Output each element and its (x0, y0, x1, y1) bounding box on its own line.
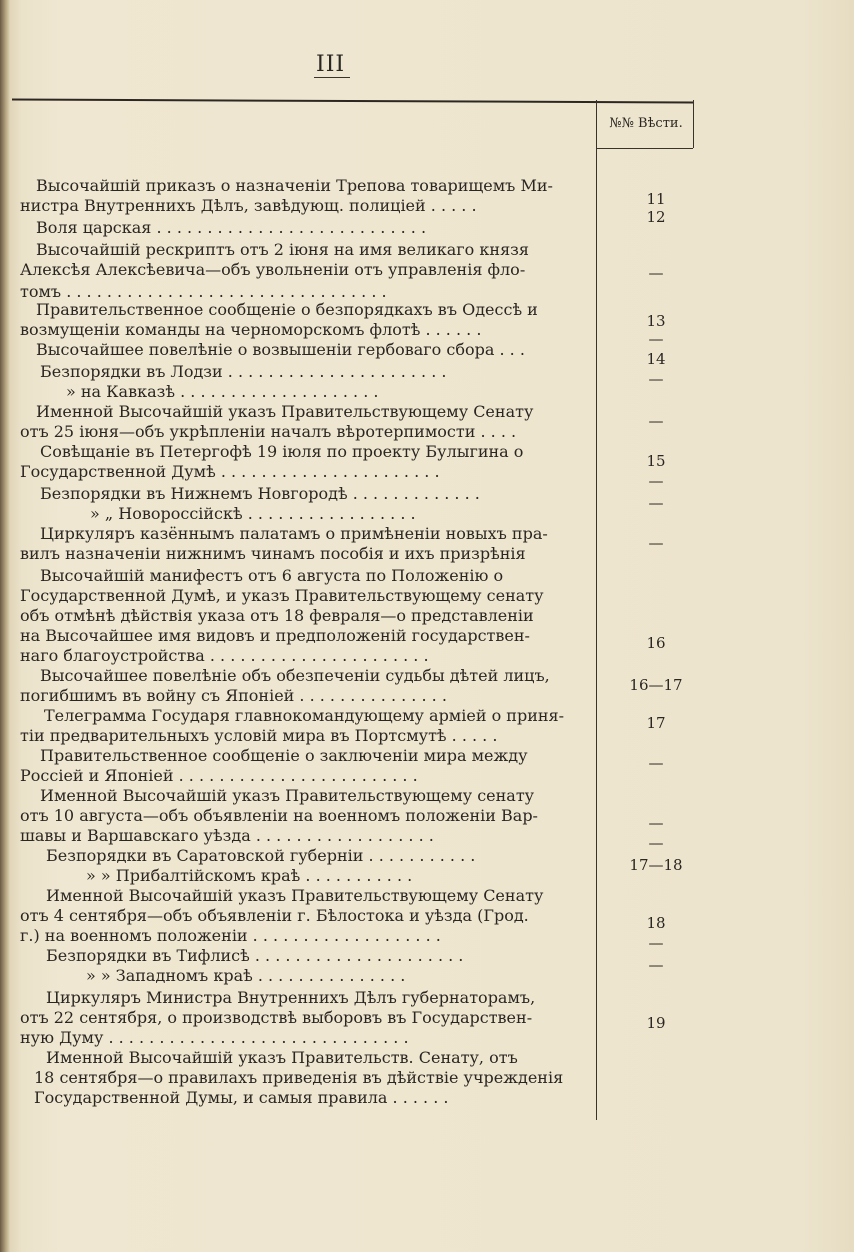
issue-number: — (648, 934, 664, 952)
entry-line: объ отмѣнѣ дѣйствія указа отъ 18 февраля—о представленіи (20, 606, 534, 625)
entry-line: томъ . . . . . . . . . . . . . . . . . . . . . . . . . . . . . . . . (20, 282, 387, 301)
issue-number: — (648, 534, 664, 552)
issue-number: 11 (646, 190, 666, 208)
entry-line: Телеграмма Государя главнокомандующему арміей о приня- (44, 706, 565, 725)
entry-line: Правительственное сообщеніе о заключеніи мира между (40, 746, 528, 765)
page-number-underline (314, 77, 350, 78)
entry-line: Высочайшее повелѣніе о возвышеніи гербоваго сбора . . . (36, 340, 525, 359)
entry-line: Государственной Думы, и самыя правила . . . . . . (34, 1088, 449, 1107)
entry-line: » » Западномъ краѣ . . . . . . . . . . . . . . . (86, 966, 406, 985)
entry-line: на Высочайшее имя видовъ и предположеній государствен- (20, 626, 530, 645)
issue-number: 15 (646, 452, 666, 470)
issue-number: 16—17 (629, 676, 683, 694)
page-number: III (316, 52, 346, 77)
entry-line: » „ Новороссійскѣ . . . . . . . . . . . . . . . . . (90, 504, 416, 523)
header-right-border (693, 100, 694, 148)
issue-number: — (648, 956, 664, 974)
issue-number: 13 (646, 312, 666, 330)
entry-line: отъ 22 сентября, о производствѣ выборовъ въ Государствен- (20, 1008, 533, 1027)
issue-number: — (648, 494, 664, 512)
entry-line: Высочайшій приказъ о назначеніи Трепова товарищемъ Ми- (36, 176, 553, 195)
entry-line: Безпорядки въ Лодзи . . . . . . . . . . . . . . . . . . . . . . (40, 362, 447, 381)
issue-number: — (648, 834, 664, 852)
issue-number: — (648, 370, 664, 388)
entry-line: наго благоустройства . . . . . . . . . . . . . . . . . . . . . . (20, 646, 429, 665)
entry-line: отъ 10 августа—объ объявленіи на военномъ положеніи Вар- (20, 806, 538, 825)
entry-line: Циркуляръ казённымъ палатамъ о примѣненіи новыхъ пра- (40, 524, 548, 543)
entry-line: нистра Внутреннихъ Дѣлъ, завѣдующ. полиціей . . . . . (20, 196, 477, 215)
issue-number: — (648, 264, 664, 282)
entry-line: » на Кавказѣ . . . . . . . . . . . . . . . . . . . . (66, 382, 379, 401)
table-top-rule (12, 99, 694, 104)
entry-line: Россіей и Японіей . . . . . . . . . . . . . . . . . . . . . . . . (20, 766, 418, 785)
entry-line: ную Думу . . . . . . . . . . . . . . . . . . . . . . . . . . . . . . (20, 1028, 409, 1047)
issue-number: — (648, 814, 664, 832)
entry-line: возмущеніи команды на черноморскомъ флотѣ . . . . . . (20, 320, 482, 339)
issue-number: — (648, 412, 664, 430)
entry-line: Высочайшій рескриптъ отъ 2 іюня на имя великаго князя (36, 240, 529, 259)
issue-number: 18 (646, 914, 666, 932)
entry-line: Безпорядки въ Саратовской губерніи . . . . . . . . . . . (46, 846, 476, 865)
issue-number: 16 (646, 634, 666, 652)
issue-number: 17 (646, 714, 666, 732)
entry-line: Воля царская . . . . . . . . . . . . . . . . . . . . . . . . . . . (36, 218, 427, 237)
page-binding-edge (0, 0, 10, 1252)
issue-number: 17—18 (629, 856, 683, 874)
issue-number: 12 (646, 208, 666, 226)
issue-number: 14 (646, 350, 666, 368)
entry-line: Именной Высочайшій указъ Правительствующему Сенату (46, 886, 544, 905)
issue-number: — (648, 754, 664, 772)
entry-line: Государственной Думѣ, и указъ Правительствующему сенату (20, 586, 544, 605)
entry-line: » » Прибалтійскомъ краѣ . . . . . . . . . . . (86, 866, 413, 885)
entry-line: шавы и Варшавскаго уѣзда . . . . . . . . . . . . . . . . . . (20, 826, 434, 845)
entry-line: тіи предварительныхъ условій мира въ Портсмутѣ . . . . . (20, 726, 498, 745)
entry-line: Государственной Думѣ . . . . . . . . . . . . . . . . . . . . . . (20, 462, 440, 481)
entry-line: Высочайшее повелѣніе объ обезпеченіи судьбы дѣтей лицъ, (40, 666, 550, 685)
entry-line: Правительственное сообщеніе о безпорядкахъ въ Одессѣ и (36, 300, 538, 319)
entry-line: г.) на военномъ положеніи . . . . . . . . . . . . . . . . . . . (20, 926, 441, 945)
entry-line: отъ 25 іюня—объ укрѣпленіи началъ вѣротерпимости . . . . (20, 422, 517, 441)
entry-line: Алексѣя Алексѣевича—объ увольненіи отъ управленія фло- (20, 260, 526, 279)
entry-line: погибшимъ въ войну съ Японіей . . . . . . . . . . . . . . . (20, 686, 447, 705)
entry-line: отъ 4 сентября—объ объявленіи г. Бѣлостока и уѣзда (Грод. (20, 906, 529, 925)
entry-line: вилъ назначеніи нижнимъ чинамъ пособія и ихъ призрѣнія (20, 544, 526, 563)
entry-line: Безпорядки въ Нижнемъ Новгородѣ . . . . . . . . . . . . . (40, 484, 480, 503)
entry-line: Циркуляръ Министра Внутреннихъ Дѣлъ губернаторамъ, (46, 988, 536, 1007)
entry-line: Именной Высочайшій указъ Правительств. Сенату, отъ (46, 1048, 518, 1067)
entry-line: Именной Высочайшій указъ Правительствующему Сенату (36, 402, 534, 421)
entry-line: Высочайшій манифестъ отъ 6 августа по Положенію о (40, 566, 504, 585)
header-bottom-rule (597, 148, 693, 149)
entry-line: Именной Высочайшій указъ Правительствующему сенату (40, 786, 535, 805)
issue-number: 19 (646, 1014, 666, 1032)
issue-number: — (648, 472, 664, 490)
entry-line: Безпорядки въ Тифлисѣ . . . . . . . . . . . . . . . . . . . . . (46, 946, 464, 965)
column-header: №№ Вѣсти. (609, 116, 683, 131)
entry-line: 18 сентября—о правилахъ приведенія въ дѣйствіе учрежденія (34, 1068, 564, 1087)
issue-number: — (648, 330, 664, 348)
entry-line: Совѣщаніе въ Петергофѣ 19 іюля по проекту Булыгина о (40, 442, 524, 461)
